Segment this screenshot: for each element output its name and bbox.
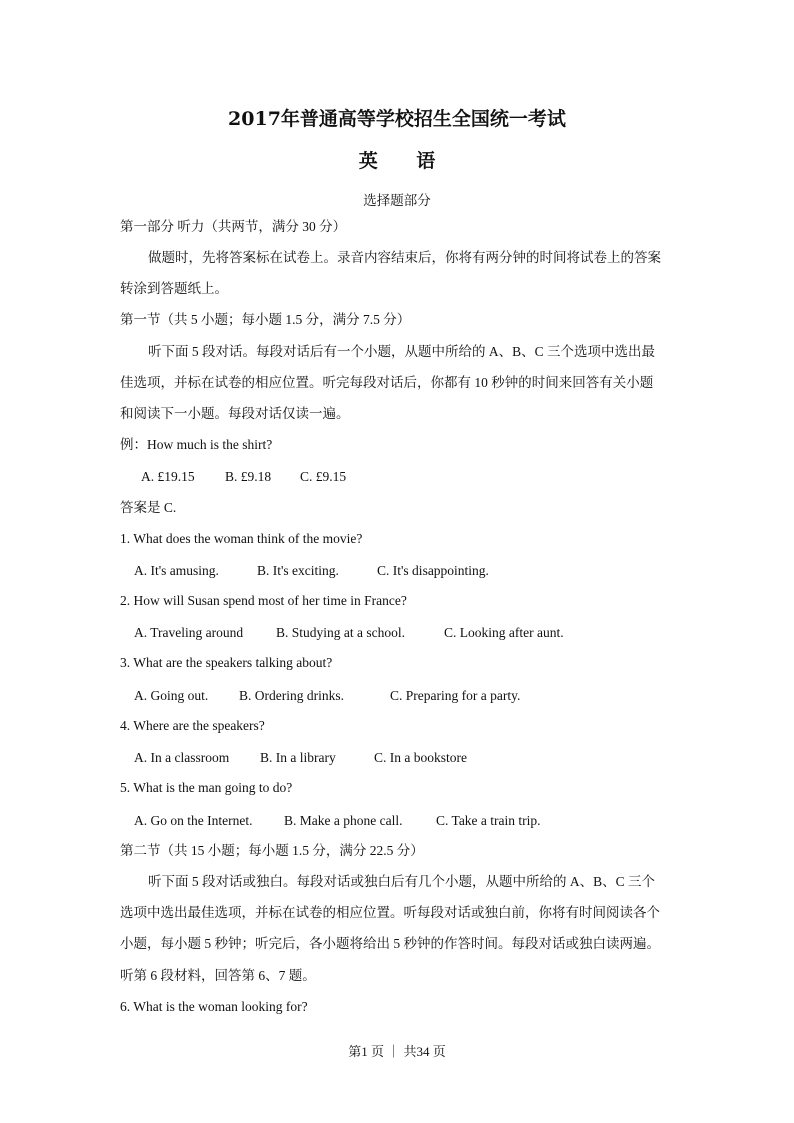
q1-option-c: C. It's disappointing. — [377, 563, 489, 578]
subsection2-instr-line1: 听下面 5 段对话或独白。每段对话或独白后有几个小题，从题中所给的 A、B、C 三个 — [148, 874, 656, 889]
exam-title: 2017年普通高等学校招生全国统一考试 — [228, 108, 566, 130]
q5-option-c: C. Take a train trip. — [436, 813, 541, 828]
q5-option-b: B. Make a phone call. — [284, 813, 403, 828]
example-option-b: B. £9.18 — [225, 469, 272, 484]
subsection1-instr-line1: 听下面 5 段对话。每段对话后有一个小题，从题中所给的 A、B、C 三个选项中选出最 — [148, 344, 656, 359]
q4-option-c: C. In a bookstore — [374, 750, 467, 765]
q1-option-b: B. It's exciting. — [257, 563, 339, 578]
q2-option-c: C. Looking after aunt. — [444, 625, 564, 640]
subsection1-instr-line3: 和阅读下一小题。每段对话仅读一遍。 — [120, 406, 350, 421]
question-4: 4. Where are the speakers? — [120, 718, 265, 733]
subsection1-heading: 第一节（共 5 小题；每小题 1.5 分，满分 7.5 分） — [120, 312, 411, 327]
section1-intro-line1: 做题时，先将答案标在试卷上。录音内容结束后，你将有两分钟的时间将试卷上的答案 — [148, 250, 661, 265]
q5-option-a: A. Go on the Internet. — [134, 813, 253, 828]
q2-option-b: B. Studying at a school. — [276, 625, 405, 640]
example-option-c: C. £9.15 — [300, 469, 347, 484]
question-3: 3. What are the speakers talking about? — [120, 655, 333, 670]
example-answer: 答案是 C. — [120, 500, 177, 515]
subsection2-instr-line2: 选项中选出最佳选项，并标在试卷的相应位置。听每段对话或独白前，你将有时间阅读各个 — [120, 905, 660, 920]
page-footer: 第1 页 ｜ 共34 页 — [348, 1044, 446, 1059]
subsection2-instr-line3: 小题，每小题 5 秒钟；听完后，各小题将给出 5 秒钟的作答时间。每段对话或独白读两遍。 — [120, 936, 660, 951]
q1-option-a: A. It's amusing. — [134, 563, 219, 578]
question-2: 2. How will Susan spend most of her time in France? — [120, 593, 407, 608]
q3-option-a: A. Going out. — [134, 688, 209, 703]
question-5: 5. What is the man going to do? — [120, 780, 293, 795]
subsection1-instr-line2: 佳选项，并标在试卷的相应位置。听完每段对话后，你都有 10 秒钟的时间来回答有关小题 — [120, 375, 654, 390]
subsection2-instr-line4: 听第 6 段材料，回答第 6、7 题。 — [120, 968, 316, 983]
subject-title: 英 语 — [358, 150, 452, 172]
q4-option-a: A. In a classroom — [134, 750, 230, 765]
subsection2-heading: 第二节（共 15 小题；每小题 1.5 分，满分 22.5 分） — [120, 843, 424, 858]
example-question: 例：How much is the shirt? — [120, 437, 273, 452]
question-1: 1. What does the woman think of the movie? — [120, 531, 363, 546]
q2-option-a: A. Traveling around — [134, 625, 244, 640]
part-label: 选择题部分 — [363, 193, 431, 208]
q3-option-c: C. Preparing for a party. — [390, 688, 521, 703]
section1-intro-line2: 转涂到答题纸上。 — [120, 281, 228, 296]
example-option-a: A. £19.15 — [141, 469, 195, 484]
question-6: 6. What is the woman looking for? — [120, 999, 308, 1014]
q4-option-b: B. In a library — [260, 750, 336, 765]
q3-option-b: B. Ordering drinks. — [239, 688, 344, 703]
section1-heading: 第一部分 听力（共两节，满分 30 分） — [120, 219, 347, 234]
